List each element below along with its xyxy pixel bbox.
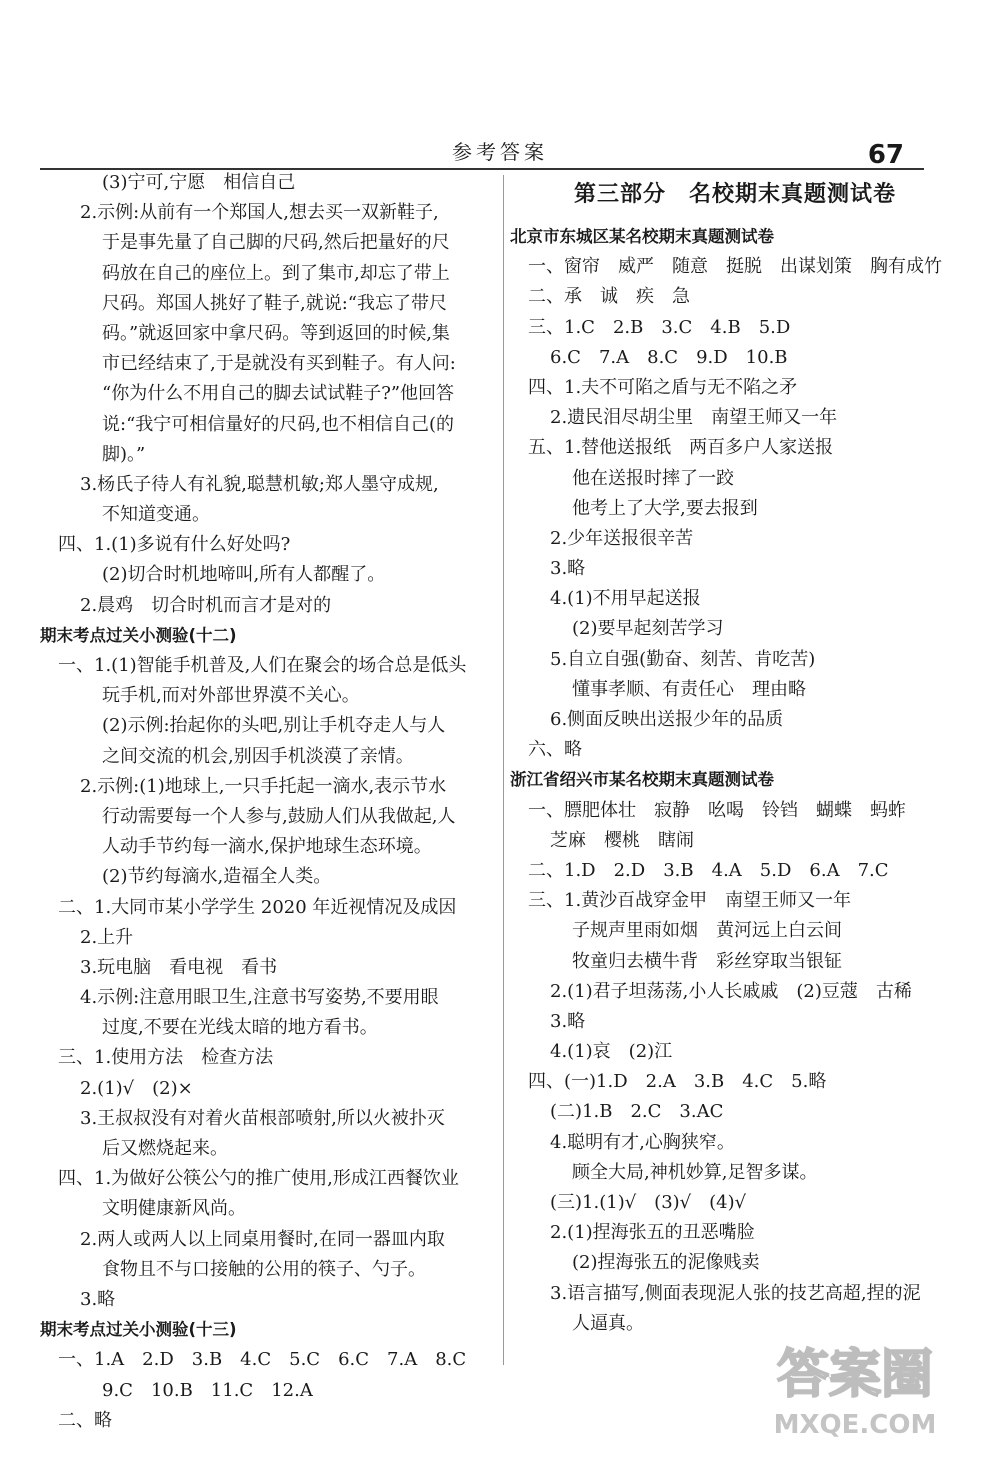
answer-line: 行动需要每一个人参与,鼓励人们从我做起,人 (102, 805, 456, 827)
header-title: 参考答案 (452, 140, 548, 164)
answer-line: 2.两人或两人以上同桌用餐时,在同一器皿内取 (80, 1228, 445, 1250)
section-heading: 北京市东城区某名校期末真题测试卷 (510, 227, 774, 246)
answer-line: 一、膘肥体壮 寂静 吆喝 铃铛 蝴蝶 蚂蚱 (528, 799, 906, 821)
column-divider (503, 175, 504, 1365)
right-column (510, 168, 960, 1339)
answer-line: 六、略 (528, 739, 582, 761)
answer-line: 3.王叔叔没有对着火苗根部喷射,所以火被扑灭 (80, 1107, 445, 1129)
answer-line: 懂事孝顺、有责任心 理由略 (572, 678, 806, 700)
answer-line: 二、1.D 2.D 3.B 4.A 5.D 6.A 7.C (528, 859, 889, 881)
answer-line: 2.(1)√ (2)× (80, 1077, 193, 1099)
answer-line: 说:“我宁可相信量好的尺码,也不相信自己(的 (102, 413, 455, 435)
answer-line: 不知道变通。 (102, 504, 210, 526)
answer-line: 三、1.C 2.B 3.C 4.B 5.D (528, 316, 791, 338)
answer-line: 牧童归去横牛背 彩丝穿取当银钲 (572, 950, 842, 972)
section-heading: 期末考点过关小测验(十三) (40, 1320, 237, 1340)
section-heading: 浙江省绍兴市某名校期末真题测试卷 (510, 770, 774, 790)
answer-line: 2.示例:(1)地球上,一只手托起一滴水,表示节水 (80, 775, 447, 797)
watermark-logo: 答案圈 (776, 1345, 933, 1405)
answer-line: 芝麻 樱桃 瞎闹 (550, 829, 694, 851)
answer-line: 3.略 (550, 1010, 586, 1032)
answer-line: 一、窗帘 威严 随意 挺脱 出谋划策 胸有成竹 (528, 256, 942, 278)
answer-line: 四、(一)1.D 2.A 3.B 4.C 5.略 (528, 1071, 827, 1093)
answer-line: 市已经结束了,于是就没有买到鞋子。有人问: (102, 353, 456, 375)
answer-line: 9.C 10.B 11.C 12.A (102, 1379, 313, 1401)
answer-line: 2.(1)君子坦荡荡,小人长戚戚 (2)豆蔻 古稀 (550, 980, 912, 1002)
answer-line: “你为什么不用自己的脚去试试鞋子?”他回答 (102, 383, 455, 405)
answer-line: 三、1.黄沙百战穿金甲 南望王师又一年 (528, 890, 852, 912)
answer-line: (2)示例:抬起你的头吧,别让手机夺走人与人 (102, 715, 446, 737)
answer-line: 4.(1)哀 (2)江 (550, 1041, 673, 1063)
page-number: 67 (867, 140, 904, 170)
answer-line: 2.遗民泪尽胡尘里 南望王师又一年 (550, 407, 838, 429)
section-heading: 期末考点过关小测验(十二) (40, 625, 237, 645)
answer-line: 玩手机,而对外部世界漠不关心。 (102, 685, 360, 707)
answer-line: 3.略 (80, 1288, 116, 1310)
answer-line: 2.少年送报很辛苦 (550, 527, 694, 549)
answer-line: (二)1.B 2.C 3.AC (550, 1101, 724, 1123)
answer-line: (2)捏海张五的泥像贱卖 (572, 1252, 760, 1274)
answer-line: 6.侧面反映出送报少年的品质 (550, 709, 784, 730)
answer-line: 四、1.为做好公筷公勺的推广使用,形成江西餐饮业 (58, 1168, 459, 1190)
answer-line: 3.玩电脑 看电视 看书 (80, 956, 278, 978)
answer-line: 他考上了大学,要去报到 (572, 497, 758, 519)
answer-line: 2.上升 (80, 926, 134, 948)
answer-line: 一、1.(1)智能手机普及,人们在聚会的场合总是低头 (58, 655, 467, 676)
answer-line: 四、1.(1)多说有什么好处吗? (58, 534, 291, 556)
watermark-url: MXQE.COM (773, 1410, 937, 1440)
answer-line: 尺码。郑国人挑好了鞋子,就说:“我忘了带尺 (102, 292, 447, 314)
left-column (40, 168, 500, 1436)
answer-line: 2.(1)捏海张五的丑恶嘴脸 (550, 1222, 755, 1244)
part-heading: 第三部分 名校期末真题测试卷 (573, 182, 896, 207)
answer-line: 脚)。” (102, 443, 146, 465)
answer-line: 人逼真。 (572, 1312, 644, 1334)
answer-line: 子规声里雨如烟 黄河远上白云间 (572, 920, 842, 942)
answer-line: 于是事先量了自己脚的尺码,然后把量好的尺 (102, 232, 450, 254)
answer-line: 2.晨鸡 切合时机而言才是对的 (80, 594, 332, 616)
answer-line: 3.杨氏子待人有礼貌,聪慧机敏;郑人墨守成规, (80, 473, 439, 495)
answer-line: (2)要早起刻苦学习 (572, 618, 724, 640)
watermark (740, 1342, 970, 1452)
answer-line: 二、略 (58, 1409, 112, 1431)
answer-line: 3.语言描写,侧面表现泥人张的技艺高超,捏的泥 (550, 1282, 921, 1304)
answer-line: 码放在自己的座位上。到了集市,却忘了带上 (102, 262, 450, 284)
answer-line: 食物且不与口接触的公用的筷子、勺子。 (102, 1258, 426, 1280)
answer-line: (2)切合时机地啼叫,所有人都醒了。 (102, 564, 386, 586)
answer-line: 6.C 7.A 8.C 9.D 10.B (550, 346, 788, 368)
answer-line: 二、承 诚 疾 急 (528, 286, 690, 308)
answer-line: 他在送报时摔了一跤 (572, 467, 734, 489)
answer-line: 人动手节约每一滴水,保护地球生态环境。 (102, 836, 432, 858)
answer-line: 后又燃烧起来。 (102, 1138, 228, 1159)
answer-line: 顾全大局,神机妙算,足智多谋。 (572, 1161, 818, 1183)
answer-line: 2.示例:从前有一个郑国人,想去买一双新鞋子, (80, 202, 439, 224)
answer-line: (3)宁可,宁愿 相信自己 (102, 172, 296, 193)
answer-line: 4.示例:注意用眼卫生,注意书写姿势,不要用眼 (80, 987, 439, 1009)
answer-line: 3.略 (550, 558, 586, 580)
answer-line: 二、1.大同市某小学学生 2020 年近视情况及成因 (58, 896, 457, 918)
answer-line: 之间交流的机会,别因手机淡漠了亲情。 (102, 745, 414, 767)
answer-line: 五、1.替他送报纸 两百多户人家送报 (528, 437, 834, 459)
answer-line: 4.聪明有才,心胸狭窄。 (550, 1131, 735, 1153)
answer-line: 5.自立自强(勤奋、刻苦、肯吃苦) (550, 648, 816, 670)
answer-line: 四、1.夫不可陷之盾与无不陷之矛 (528, 376, 798, 398)
answer-line: (2)节约每滴水,造福全人类。 (102, 866, 332, 888)
answer-line: 过度,不要在光线太暗的地方看书。 (102, 1017, 378, 1039)
answer-line: 一、1.A 2.D 3.B 4.C 5.C 6.C 7.A 8.C (58, 1349, 467, 1371)
answer-line: 三、1.使用方法 检查方法 (58, 1047, 274, 1069)
answer-line: 文明健康新风尚。 (102, 1198, 246, 1220)
answer-line: (三)1.(1)√ (3)√ (4)√ (550, 1192, 747, 1213)
answer-line: 码。”就返回家中拿尺码。等到返回的时候,集 (102, 322, 450, 344)
answer-line: 4.(1)不用早起送报 (550, 588, 701, 610)
